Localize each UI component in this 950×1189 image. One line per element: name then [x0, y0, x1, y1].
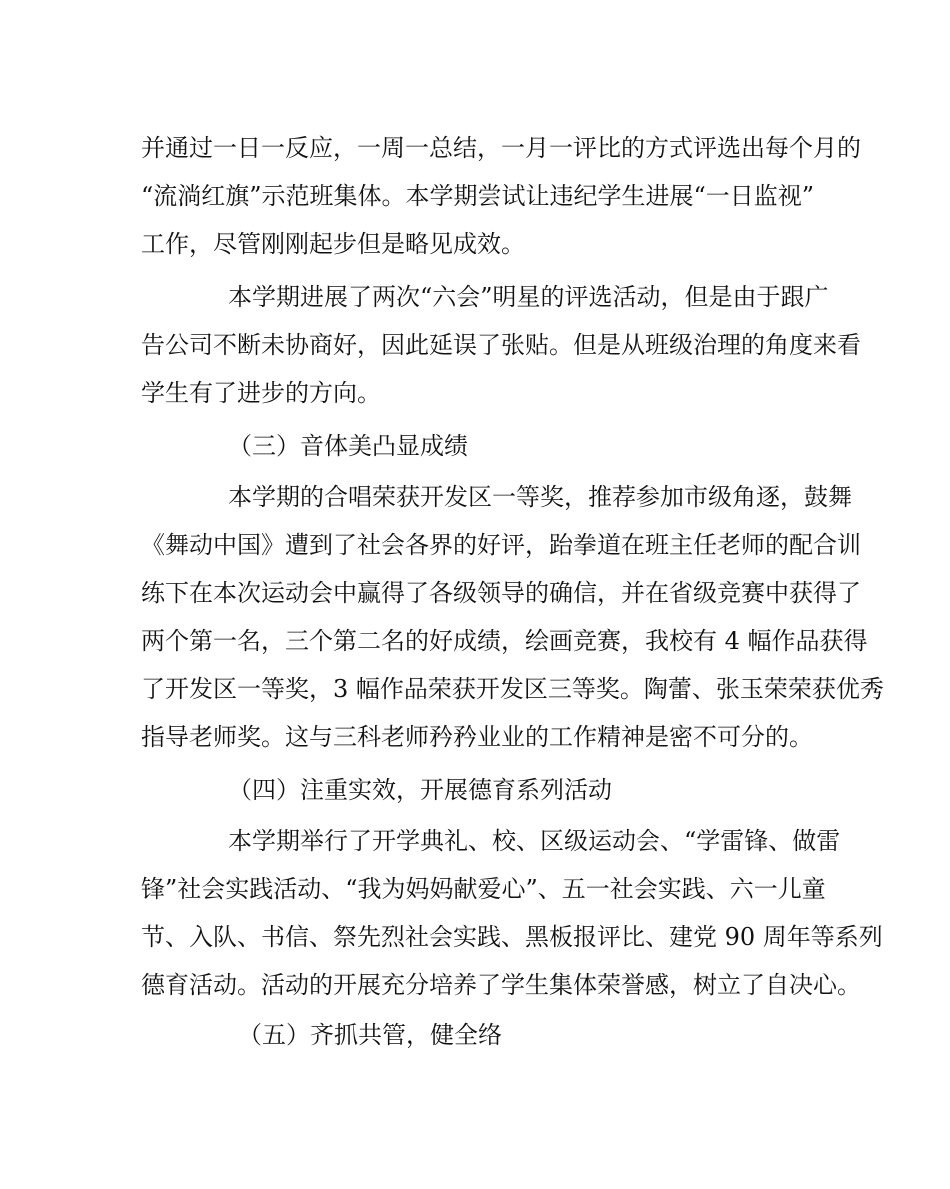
paragraph-line: 练下在本次运动会中赢得了各级领导的确信，并在省级竞赛中获得了 — [141, 579, 861, 607]
paragraph-line: 了开发区一等奖，3 幅作品荣获开发区三等奖。陶蕾、张玉荣荣获优秀 — [141, 675, 884, 703]
paragraph-line: 本学期进展了两次“六会”明星的评选活动，但是由于跟广 — [228, 283, 829, 311]
section-heading: （三）音体美凸显成绩 — [228, 432, 468, 460]
paragraph-line: 节、入队、书信、祭先烈社会实践、黑板报评比、建党 90 周年等系列 — [141, 923, 883, 951]
paragraph-line: 德育活动。活动的开展充分培养了学生集体荣誉感，树立了自决心。 — [141, 971, 861, 999]
paragraph-line: 锋”社会实践活动、“我为妈妈献爱心”、五一社会实践、六一儿童 — [141, 875, 826, 903]
paragraph-line: 本学期的合唱荣获开发区一等奖，推荐参加市级角逐，鼓舞 — [228, 483, 852, 511]
paragraph-line: 告公司不断未协商好，因此延误了张贴。但是从班级治理的角度来看 — [141, 331, 861, 359]
paragraph-line: 《舞动中国》遭到了社会各界的好评，跆拳道在班主任老师的配合训 — [141, 531, 861, 559]
section-heading: （五）齐抓共管，健全络 — [238, 1021, 502, 1049]
section-heading: （四）注重实效，开展德育系列活动 — [228, 776, 612, 804]
paragraph-line: 两个第一名，三个第二名的好成绩，绘画竞赛，我校有 4 幅作品获得 — [141, 627, 868, 655]
paragraph-line: 工作，尽管刚刚起步但是略见成效。 — [141, 230, 525, 258]
paragraph-line: 并通过一日一反应，一周一总结，一月一评比的方式评选出每个月的 — [141, 134, 861, 162]
paragraph-line: 指导老师奖。这与三科老师矜矜业业的工作精神是密不可分的。 — [141, 723, 813, 751]
paragraph-line: “流淌红旗”示范班集体。本学期尝试让违纪学生进展“一日监视” — [141, 182, 815, 210]
paragraph-line: 本学期举行了开学典礼、校、区级运动会、“学雷锋、做雷 — [228, 827, 841, 855]
paragraph-line: 学生有了进步的方向。 — [141, 379, 381, 407]
